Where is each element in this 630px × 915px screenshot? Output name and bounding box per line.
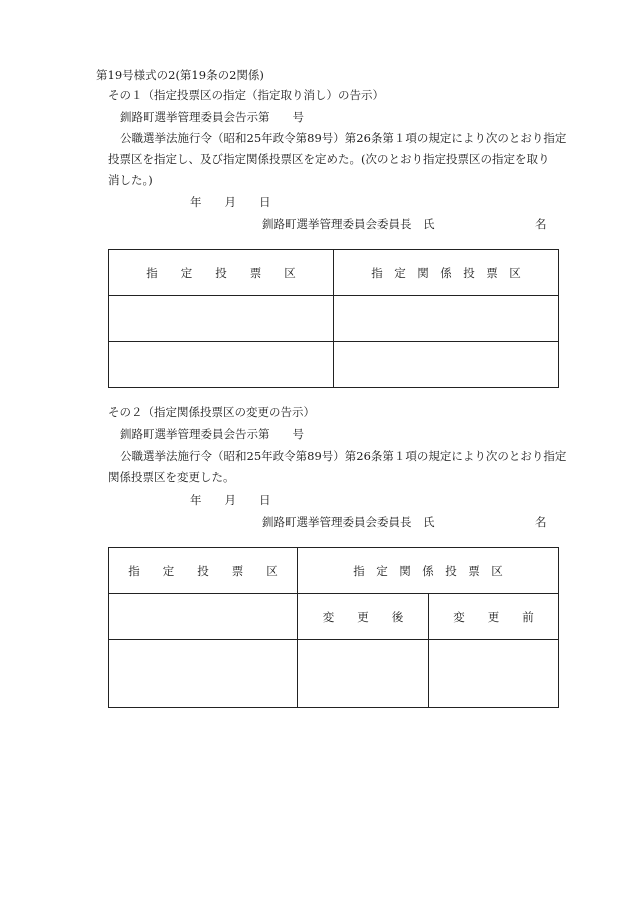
section1-cell-r1c1[interactable] [109,296,334,342]
section2-col-after-change: 変 更 後 [298,594,429,640]
section2-table [108,547,559,708]
section2-cell-header-blank [109,594,298,640]
section2-heading: その２（指定関係投票区の変更の告示） [108,405,315,419]
section1-body-line3: 消した。) [108,173,153,187]
section1-heading: その１（指定投票区の指定（指定取り消し）の告示） [108,88,384,102]
section1-col-related-district: 指 定 関 係 投 票 区 [334,250,559,296]
section1-signature: 釧路町選挙管理委員会委員長 氏 [262,217,435,231]
section2-body-line2: 関係投票区を変更した。 [108,470,235,484]
section2-signature: 釧路町選挙管理委員会委員長 氏 [262,515,435,529]
section2-cell-r1c1[interactable] [109,640,298,708]
section2-col-before-change: 変 更 前 [429,594,559,640]
section1-notice-number: 釧路町選挙管理委員会告示第 号 [120,110,304,124]
section1-cell-r1c2[interactable] [334,296,559,342]
section1-table [108,249,559,388]
section2-cell-r1c3[interactable] [429,640,559,708]
section1-signature-suffix: 名 [535,217,547,231]
section2-notice-number: 釧路町選挙管理委員会告示第 号 [120,427,304,441]
section2-cell-r1c2[interactable] [298,640,429,708]
section2-col-designated-district: 指 定 投 票 区 [109,548,298,594]
form-number: 第19号様式の2(第19条の2関係) [96,68,264,82]
section1-col-designated-district: 指 定 投 票 区 [109,250,334,296]
section1-cell-r2c1[interactable] [109,342,334,388]
section2-date: 年 月 日 [190,493,271,507]
section1-body-line1: 公職選挙法施行令（昭和25年政令第89号）第26条第１項の規定により次のとおり指定 [120,131,567,145]
section2-body-line1: 公職選挙法施行令（昭和25年政令第89号）第26条第１項の規定により次のとおり指定 [120,449,567,463]
section2-col-related-district: 指 定 関 係 投 票 区 [298,548,559,594]
section1-date: 年 月 日 [190,195,271,209]
section2-signature-suffix: 名 [535,515,547,529]
section1-body-line2: 投票区を指定し、及び指定関係投票区を定めた。(次のとおり指定投票区の指定を取り [108,152,550,166]
section1-cell-r2c2[interactable] [334,342,559,388]
